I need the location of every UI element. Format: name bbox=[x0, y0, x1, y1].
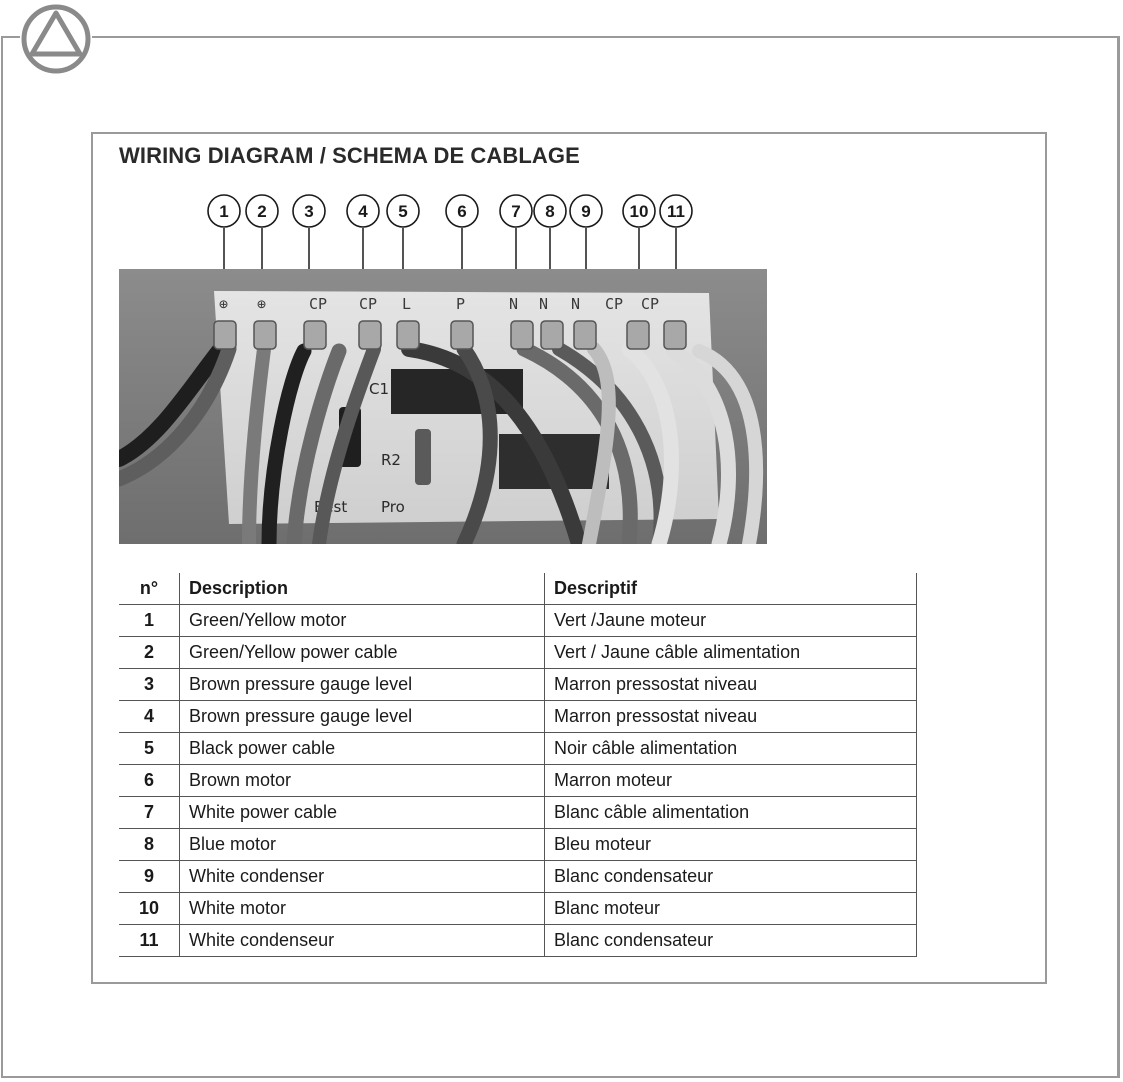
table-row bbox=[119, 797, 917, 829]
callout-number: 1 bbox=[219, 202, 229, 221]
callout-number: 4 bbox=[358, 202, 368, 221]
row-number: 6 bbox=[119, 765, 180, 797]
row-descriptif: Marron pressostat niveau bbox=[545, 701, 917, 733]
terminal-mark: CP bbox=[359, 295, 378, 313]
board-silkscreen-label: R2 bbox=[381, 451, 401, 469]
row-number: 3 bbox=[119, 669, 180, 701]
row-descriptif: Noir câble alimentation bbox=[545, 733, 917, 765]
table-row bbox=[119, 701, 917, 733]
row-descriptif: Marron moteur bbox=[545, 765, 917, 797]
callout-number: 5 bbox=[398, 202, 408, 221]
terminal-mark: L bbox=[402, 295, 412, 313]
row-description: Blue motor bbox=[180, 829, 545, 861]
row-number: 9 bbox=[119, 861, 180, 893]
terminal-mark: P bbox=[456, 295, 466, 313]
callout-number: 10 bbox=[629, 202, 649, 221]
row-number: 10 bbox=[119, 893, 180, 925]
terminal-board-photo bbox=[119, 269, 767, 544]
row-description: White power cable bbox=[180, 797, 545, 829]
row-description: White condenser bbox=[180, 861, 545, 893]
row-description: White motor bbox=[180, 893, 545, 925]
board-silkscreen-label: C1 bbox=[369, 380, 390, 398]
row-descriptif: Vert / Jaune câble alimentation bbox=[545, 637, 917, 669]
row-number: 4 bbox=[119, 701, 180, 733]
row-number: 5 bbox=[119, 733, 180, 765]
header-descriptif: Descriptif bbox=[545, 573, 917, 605]
row-number: 2 bbox=[119, 637, 180, 669]
board-silkscreen-label: Pro bbox=[381, 498, 405, 516]
board-silkscreen-label: Best bbox=[314, 498, 348, 516]
callout-number: 7 bbox=[511, 202, 521, 221]
table-header-row bbox=[119, 573, 917, 605]
row-description: Brown motor bbox=[180, 765, 545, 797]
table-row bbox=[119, 765, 917, 797]
row-description: Black power cable bbox=[180, 733, 545, 765]
row-description: Green/Yellow motor bbox=[180, 605, 545, 637]
callout-number: 8 bbox=[545, 202, 555, 221]
terminal-mark: ⊕ bbox=[219, 295, 229, 313]
table-row bbox=[119, 925, 917, 957]
row-descriptif: Bleu moteur bbox=[545, 829, 917, 861]
callout-number: 2 bbox=[257, 202, 267, 221]
header-description: Description bbox=[180, 573, 545, 605]
callout-number: 11 bbox=[667, 202, 685, 221]
row-number: 7 bbox=[119, 797, 180, 829]
row-number: 1 bbox=[119, 605, 180, 637]
row-description: Brown pressure gauge level bbox=[180, 669, 545, 701]
table-row bbox=[119, 669, 917, 701]
terminal-mark: N bbox=[509, 295, 519, 313]
callout-number: 9 bbox=[581, 202, 591, 221]
table-row bbox=[119, 605, 917, 637]
table-row bbox=[119, 733, 917, 765]
header-n: n° bbox=[119, 573, 180, 605]
row-number: 11 bbox=[119, 925, 180, 957]
callout-number: 3 bbox=[304, 202, 314, 221]
table-row bbox=[119, 861, 917, 893]
terminal-mark: N bbox=[571, 295, 581, 313]
table-row bbox=[119, 637, 917, 669]
callout-number: 6 bbox=[457, 202, 467, 221]
terminal-mark: N bbox=[539, 295, 549, 313]
row-description: White condenseur bbox=[180, 925, 545, 957]
page-title: WIRING DIAGRAM / SCHEMA DE CABLAGE bbox=[119, 143, 580, 168]
row-descriptif: Blanc condensateur bbox=[545, 861, 917, 893]
terminal-mark: ⊕ bbox=[257, 295, 267, 313]
table-row bbox=[119, 893, 917, 925]
row-descriptif: Blanc câble alimentation bbox=[545, 797, 917, 829]
row-descriptif: Blanc moteur bbox=[545, 893, 917, 925]
terminal-mark: CP bbox=[309, 295, 328, 313]
row-descriptif: Vert /Jaune moteur bbox=[545, 605, 917, 637]
terminal-mark: CP bbox=[605, 295, 624, 313]
row-description: Green/Yellow power cable bbox=[180, 637, 545, 669]
row-number: 8 bbox=[119, 829, 180, 861]
terminal-mark: CP bbox=[641, 295, 660, 313]
row-description: Brown pressure gauge level bbox=[180, 701, 545, 733]
wiring-table bbox=[119, 573, 917, 957]
row-descriptif: Marron pressostat niveau bbox=[545, 669, 917, 701]
row-descriptif: Blanc condensateur bbox=[545, 925, 917, 957]
table-row bbox=[119, 829, 917, 861]
